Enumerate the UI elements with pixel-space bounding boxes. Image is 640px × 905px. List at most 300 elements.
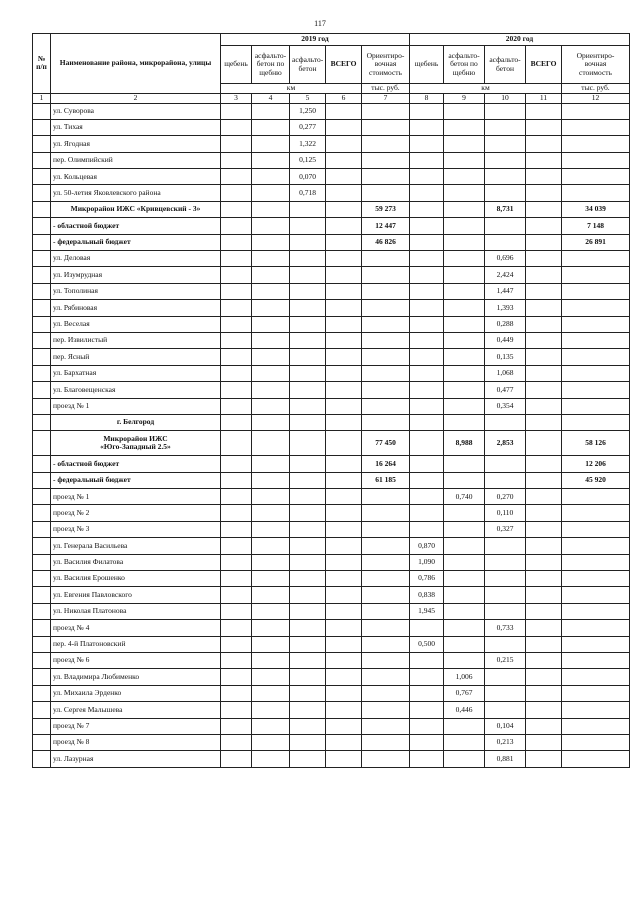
table-row: [33, 489, 630, 505]
value-cell: [444, 734, 485, 750]
value-cell: [562, 751, 630, 767]
value-cell: [444, 119, 485, 135]
value-cell: [290, 234, 326, 250]
value-cell: [221, 718, 252, 734]
value-cell: [444, 152, 485, 168]
value-cell: [526, 103, 562, 119]
value-cell: [410, 103, 444, 119]
value-cell: [410, 332, 444, 348]
value-cell: [290, 571, 326, 587]
value-cell: [485, 234, 526, 250]
value-cell: [410, 398, 444, 414]
value-cell: [221, 332, 252, 348]
value-cell: [252, 103, 290, 119]
value-cell: [444, 587, 485, 603]
value-cell: [221, 489, 252, 505]
value-cell: [562, 620, 630, 636]
value-cell: [562, 414, 630, 430]
row-number-cell: [33, 152, 51, 168]
column-index: 5: [290, 93, 326, 103]
row-number-cell: [33, 234, 51, 250]
value-cell: [444, 718, 485, 734]
row-name-cell: проезд № 4: [51, 620, 221, 636]
value-cell: [526, 685, 562, 701]
table-row: [33, 316, 630, 332]
value-cell: [410, 382, 444, 398]
row-number-cell: [33, 734, 51, 750]
header-col-cost-2: Ориентиро- вочная стоимость: [562, 46, 630, 84]
value-cell: [326, 398, 362, 414]
value-cell: [410, 201, 444, 217]
value-cell: 1,090: [410, 554, 444, 570]
header-col-asphalt-2: асфальто- бетон: [485, 46, 526, 84]
value-cell: [252, 349, 290, 365]
value-cell: [326, 119, 362, 135]
value-cell: [252, 636, 290, 652]
value-cell: [326, 521, 362, 537]
value-cell: [562, 538, 630, 554]
header-col-total-2: ВСЕГО: [526, 46, 562, 84]
row-name-cell: проезд № 2: [51, 505, 221, 521]
value-cell: [485, 456, 526, 472]
value-cell: [526, 538, 562, 554]
header-year-2019: 2019 год: [221, 34, 410, 46]
table-row: [33, 103, 630, 119]
value-cell: [362, 382, 410, 398]
value-cell: [410, 685, 444, 701]
value-cell: [362, 283, 410, 299]
value-cell: [362, 398, 410, 414]
value-cell: [362, 185, 410, 201]
row-number-cell: [33, 685, 51, 701]
value-cell: [362, 349, 410, 365]
table-row: [33, 456, 630, 472]
value-cell: [444, 103, 485, 119]
value-cell: [526, 414, 562, 430]
row-number-cell: [33, 718, 51, 734]
value-cell: [221, 414, 252, 430]
row-number-cell: [33, 653, 51, 669]
value-cell: [444, 169, 485, 185]
value-cell: [252, 185, 290, 201]
value-cell: [562, 251, 630, 267]
value-cell: [444, 234, 485, 250]
value-cell: [485, 472, 526, 488]
value-cell: [326, 267, 362, 283]
value-cell: [221, 283, 252, 299]
value-cell: 0,277: [290, 119, 326, 135]
value-cell: [526, 169, 562, 185]
row-number-cell: [33, 456, 51, 472]
value-cell: 0,213: [485, 734, 526, 750]
value-cell: 0,500: [410, 636, 444, 652]
value-cell: 12 447: [362, 218, 410, 234]
value-cell: 0,477: [485, 382, 526, 398]
value-cell: [326, 456, 362, 472]
value-cell: [444, 382, 485, 398]
value-cell: [410, 669, 444, 685]
value-cell: 1,068: [485, 365, 526, 381]
value-cell: [562, 365, 630, 381]
value-cell: [326, 431, 362, 456]
value-cell: [252, 669, 290, 685]
value-cell: [252, 702, 290, 718]
value-cell: [562, 571, 630, 587]
value-cell: [221, 653, 252, 669]
value-cell: [290, 718, 326, 734]
row-name-cell: ул. Тихая: [51, 119, 221, 135]
value-cell: [290, 505, 326, 521]
value-cell: [526, 119, 562, 135]
value-cell: [326, 653, 362, 669]
column-index: 8: [410, 93, 444, 103]
value-cell: [562, 685, 630, 701]
value-cell: [221, 300, 252, 316]
value-cell: [526, 571, 562, 587]
row-name-cell: проезд № 8: [51, 734, 221, 750]
value-cell: 1,250: [290, 103, 326, 119]
row-number-cell: [33, 267, 51, 283]
column-index: 12: [562, 93, 630, 103]
value-cell: 26 891: [562, 234, 630, 250]
value-cell: [326, 603, 362, 619]
table-row: [33, 169, 630, 185]
value-cell: [326, 316, 362, 332]
table-row: [33, 234, 630, 250]
value-cell: 1,006: [444, 669, 485, 685]
row-name-cell: проезд № 1: [51, 398, 221, 414]
value-cell: [562, 283, 630, 299]
value-cell: [326, 300, 362, 316]
value-cell: [326, 636, 362, 652]
value-cell: [362, 636, 410, 652]
row-name-cell: - федеральный бюджет: [51, 472, 221, 488]
row-number-cell: [33, 669, 51, 685]
value-cell: [526, 398, 562, 414]
value-cell: [221, 103, 252, 119]
page-number: 117: [314, 19, 326, 28]
row-name-cell: ул. Тополиная: [51, 283, 221, 299]
value-cell: [562, 669, 630, 685]
row-number-cell: [33, 316, 51, 332]
row-number-cell: [33, 554, 51, 570]
row-number-cell: [33, 505, 51, 521]
value-cell: [485, 669, 526, 685]
value-cell: [221, 554, 252, 570]
value-cell: [410, 234, 444, 250]
row-name-cell: - областной бюджет: [51, 218, 221, 234]
value-cell: [252, 587, 290, 603]
value-cell: 0,870: [410, 538, 444, 554]
value-cell: [252, 620, 290, 636]
value-cell: [410, 702, 444, 718]
value-cell: [526, 554, 562, 570]
roads-table: [32, 33, 630, 768]
row-name-cell: ул. Деловая: [51, 251, 221, 267]
value-cell: [410, 316, 444, 332]
table-row: [33, 636, 630, 652]
value-cell: [444, 472, 485, 488]
table-row: [33, 332, 630, 348]
value-cell: [362, 152, 410, 168]
value-cell: [444, 751, 485, 767]
header-col-total-1: ВСЕГО: [326, 46, 362, 84]
value-cell: [562, 702, 630, 718]
value-cell: [444, 349, 485, 365]
header-col-asphalt-gravel-1: асфальто- бетон по щебню: [252, 46, 290, 84]
value-cell: [485, 571, 526, 587]
value-cell: [444, 365, 485, 381]
value-cell: 8,731: [485, 201, 526, 217]
value-cell: [326, 103, 362, 119]
row-name-cell: ул. Владимира Любименко: [51, 669, 221, 685]
value-cell: 0,838: [410, 587, 444, 603]
value-cell: [252, 382, 290, 398]
header-col-cost-1: Ориентиро- вочная стоимость: [362, 46, 410, 84]
header-year-2020: 2020 год: [410, 34, 630, 46]
row-number-cell: [33, 300, 51, 316]
table-row: [33, 505, 630, 521]
value-cell: [526, 718, 562, 734]
value-cell: [290, 603, 326, 619]
value-cell: 77 450: [362, 431, 410, 456]
row-name-cell: проезд № 1: [51, 489, 221, 505]
value-cell: [221, 636, 252, 652]
row-name-cell: г. Белгород: [51, 414, 221, 430]
table-row: [33, 414, 630, 430]
value-cell: [362, 571, 410, 587]
value-cell: [252, 571, 290, 587]
value-cell: [326, 685, 362, 701]
value-cell: [326, 152, 362, 168]
table-row: [33, 587, 630, 603]
value-cell: [221, 218, 252, 234]
row-name-cell: ул. Сергея Малышева: [51, 702, 221, 718]
value-cell: [221, 365, 252, 381]
value-cell: [252, 267, 290, 283]
row-number-cell: [33, 538, 51, 554]
value-cell: [326, 251, 362, 267]
value-cell: [221, 603, 252, 619]
value-cell: [326, 414, 362, 430]
value-cell: [362, 669, 410, 685]
value-cell: [290, 349, 326, 365]
value-cell: [221, 669, 252, 685]
value-cell: [290, 472, 326, 488]
value-cell: [362, 489, 410, 505]
row-number-cell: [33, 218, 51, 234]
value-cell: 45 920: [562, 472, 630, 488]
value-cell: 1,447: [485, 283, 526, 299]
value-cell: [562, 489, 630, 505]
row-number-cell: [33, 398, 51, 414]
column-index: 7: [362, 93, 410, 103]
value-cell: [221, 431, 252, 456]
value-cell: [221, 152, 252, 168]
value-cell: 0,070: [290, 169, 326, 185]
value-cell: [326, 349, 362, 365]
value-cell: [290, 734, 326, 750]
value-cell: [444, 283, 485, 299]
value-cell: [290, 636, 326, 652]
value-cell: [410, 620, 444, 636]
column-index: 3: [221, 93, 252, 103]
value-cell: [290, 521, 326, 537]
value-cell: [362, 685, 410, 701]
row-name-cell: - федеральный бюджет: [51, 234, 221, 250]
value-cell: [526, 456, 562, 472]
value-cell: [252, 136, 290, 152]
value-cell: [290, 300, 326, 316]
value-cell: [562, 119, 630, 135]
row-number-cell: [33, 587, 51, 603]
value-cell: [562, 603, 630, 619]
row-name-cell: проезд № 6: [51, 653, 221, 669]
value-cell: [526, 234, 562, 250]
value-cell: 0,767: [444, 685, 485, 701]
value-cell: [410, 218, 444, 234]
value-cell: [526, 382, 562, 398]
value-cell: [326, 538, 362, 554]
value-cell: [410, 365, 444, 381]
value-cell: [410, 185, 444, 201]
value-cell: [326, 505, 362, 521]
table-row: [33, 669, 630, 685]
value-cell: [221, 751, 252, 767]
value-cell: [326, 185, 362, 201]
value-cell: [362, 653, 410, 669]
row-number-cell: [33, 620, 51, 636]
row-name-cell: ул. Лазурная: [51, 751, 221, 767]
value-cell: [252, 718, 290, 734]
value-cell: [485, 136, 526, 152]
table-row: [33, 300, 630, 316]
value-cell: [252, 751, 290, 767]
value-cell: [526, 185, 562, 201]
header-col-asphalt-1: асфальто- бетон: [290, 46, 326, 84]
row-name-cell: ул. Веселая: [51, 316, 221, 332]
value-cell: [444, 251, 485, 267]
value-cell: 0,718: [290, 185, 326, 201]
table-row: [33, 734, 630, 750]
table-row: [33, 218, 630, 234]
value-cell: [444, 554, 485, 570]
value-cell: [326, 587, 362, 603]
value-cell: [362, 734, 410, 750]
value-cell: 59 273: [362, 201, 410, 217]
row-number-cell: [33, 702, 51, 718]
value-cell: [444, 456, 485, 472]
row-number-cell: [33, 521, 51, 537]
value-cell: [221, 185, 252, 201]
value-cell: 61 185: [362, 472, 410, 488]
row-name-cell: ул. Генерала Васильева: [51, 538, 221, 554]
value-cell: [252, 414, 290, 430]
table-row: [33, 382, 630, 398]
value-cell: [221, 538, 252, 554]
row-name-cell: ул. Василия Ерошенко: [51, 571, 221, 587]
value-cell: [526, 702, 562, 718]
value-cell: [252, 685, 290, 701]
value-cell: [252, 456, 290, 472]
value-cell: [362, 603, 410, 619]
value-cell: [562, 169, 630, 185]
row-name-cell: ул. Николая Платонова: [51, 603, 221, 619]
value-cell: 12 206: [562, 456, 630, 472]
value-cell: 0,110: [485, 505, 526, 521]
value-cell: [362, 169, 410, 185]
value-cell: [526, 669, 562, 685]
value-cell: [221, 136, 252, 152]
value-cell: [326, 669, 362, 685]
value-cell: [362, 702, 410, 718]
value-cell: [526, 267, 562, 283]
row-name-cell: пер. Ясный: [51, 349, 221, 365]
table-row: [33, 685, 630, 701]
value-cell: [444, 316, 485, 332]
value-cell: [252, 218, 290, 234]
value-cell: [252, 554, 290, 570]
value-cell: [562, 382, 630, 398]
row-name-cell: ул. Бархатная: [51, 365, 221, 381]
value-cell: [221, 169, 252, 185]
value-cell: [252, 489, 290, 505]
value-cell: [252, 119, 290, 135]
row-number-cell: [33, 636, 51, 652]
value-cell: [485, 103, 526, 119]
value-cell: [362, 316, 410, 332]
value-cell: [444, 603, 485, 619]
value-cell: [252, 251, 290, 267]
value-cell: [326, 734, 362, 750]
value-cell: [485, 218, 526, 234]
value-cell: [526, 431, 562, 456]
value-cell: 0,270: [485, 489, 526, 505]
value-cell: [444, 398, 485, 414]
value-cell: 1,945: [410, 603, 444, 619]
table-row: [33, 751, 630, 767]
value-cell: [290, 414, 326, 430]
header-col-gravel-2: щебень: [410, 46, 444, 84]
row-name-cell: ул. Василия Филатова: [51, 554, 221, 570]
value-cell: [221, 702, 252, 718]
value-cell: [562, 103, 630, 119]
value-cell: [526, 152, 562, 168]
header-unit-rub-1: тыс. руб.: [362, 84, 410, 94]
value-cell: [485, 152, 526, 168]
value-cell: [326, 554, 362, 570]
header-name: Наименование района, микрорайона, улицы: [51, 34, 221, 94]
value-cell: 46 826: [362, 234, 410, 250]
column-index: 6: [326, 93, 362, 103]
value-cell: [485, 119, 526, 135]
value-cell: [326, 620, 362, 636]
value-cell: [526, 365, 562, 381]
value-cell: [252, 169, 290, 185]
value-cell: [252, 201, 290, 217]
value-cell: 0,135: [485, 349, 526, 365]
value-cell: [326, 136, 362, 152]
row-name-cell: пер. 4-й Платоновский: [51, 636, 221, 652]
value-cell: [410, 119, 444, 135]
value-cell: [410, 152, 444, 168]
row-name-cell: ул. Евгения Павловского: [51, 587, 221, 603]
column-index: 4: [252, 93, 290, 103]
value-cell: [290, 702, 326, 718]
row-number-cell: [33, 283, 51, 299]
value-cell: 0,354: [485, 398, 526, 414]
value-cell: [326, 382, 362, 398]
